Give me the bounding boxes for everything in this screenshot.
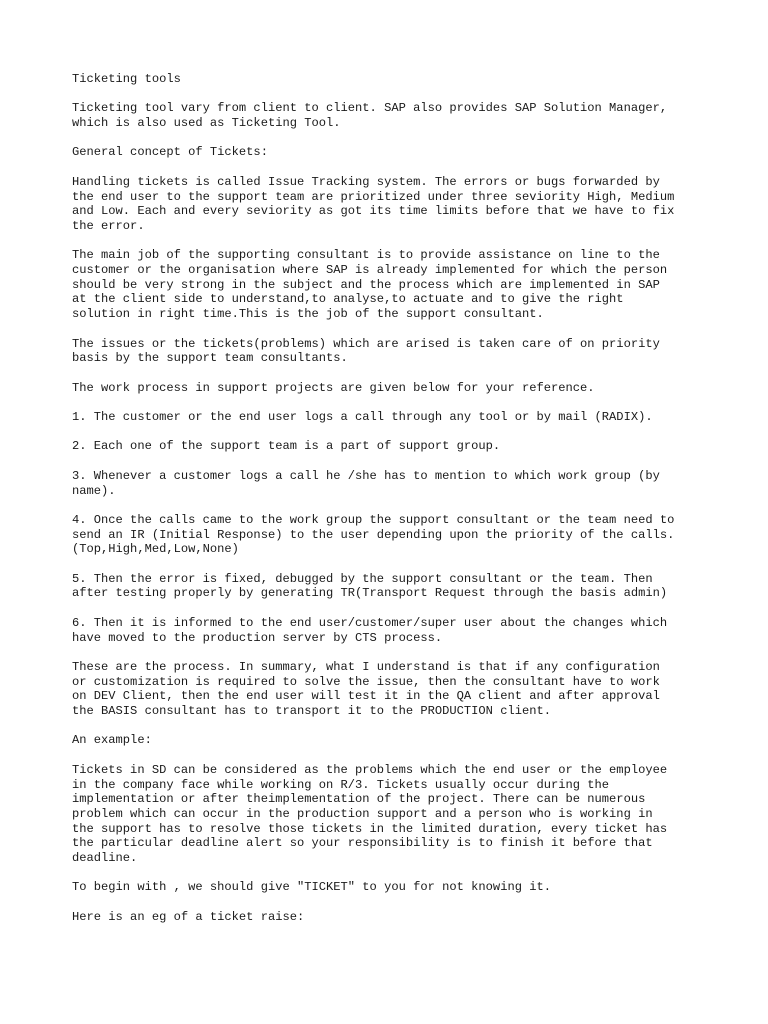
- paragraph-support-consultant-job: The main job of the supporting consultant is to provide assistance on line to the customer or the organisation where SAP is already implemented for which the person should be very strong in the subject and the process which are implemented in SAP at the client side to understand,to analyse,to actuate and to give the right solution in right time.This is the job of the support consultant.: [72, 248, 668, 322]
- paragraph-ticket-raise-example: Here is an eg of a ticket raise:: [72, 909, 305, 924]
- list-item-step-1: 1. The customer or the end user logs a call through any tool or by mail (RADIX).: [72, 410, 653, 425]
- list-item-step-2: 2. Each one of the support team is a part of support group.: [72, 439, 501, 454]
- paragraph-summary: These are the process. In summary, what I understand is that if any configuration or customization is required to solve the issue, then the consultant have to work on DEV Client, then the end user will test it in the QA client and after approval the BASIS consultant has to transport it to the PRODUCTION client.: [72, 659, 660, 719]
- paragraph-priority-basis: The issues or the tickets(problems) which are arised is taken care of on priority basis by the support team consultants.: [72, 336, 660, 366]
- section-heading-general-concept: General concept of Tickets:: [72, 145, 268, 160]
- paragraph-issue-tracking: Handling tickets is called Issue Tracking system. The errors or bugs forwarded by the end user to the support team are prioritized under three seviority High, Medium and Low. Each and every seviority as got its time limits before that we have to fix the error.: [72, 174, 675, 233]
- paragraph-begin-with: To begin with , we should give "TICKET" to you for not knowing it.: [72, 880, 551, 895]
- document-page: [72, 72, 712, 939]
- paragraph-work-process-intro: The work process in support projects are given below for your reference.: [72, 380, 595, 395]
- document-title: Ticketing tools: [72, 72, 181, 86]
- list-item-step-3: 3. Whenever a customer logs a call he /she has to mention to which work group (by name).: [72, 468, 660, 498]
- paragraph-tickets-in-sd: Tickets in SD can be considered as the problems which the end user or the employee in the company face while working on R/3. Tickets usually occur during the implementation or after theimplementation of the project. There can be numerous problem which can occur in the production support and a person who is working in the support has to resolve those tickets in the limited duration, every ticket has the particular deadline alert so your responsibility is to finish it before that deadline.: [72, 762, 668, 866]
- section-heading-example: An example:: [72, 733, 152, 748]
- list-item-step-4: 4. Once the calls came to the work group the support consultant or the team need to send an IR (Initial Response) to the user depending upon the priority of the calls. (Top,High,Med,Low,None): [72, 512, 675, 557]
- list-item-step-5: 5. Then the error is fixed, debugged by the support consultant or the team. Then after testing properly by generating TR(Transport Request through the basis admin): [72, 571, 668, 601]
- list-item-step-6: 6. Then it is informed to the end user/customer/super user about the changes which have moved to the production server by CTS process.: [72, 615, 668, 645]
- paragraph-intro: Ticketing tool vary from client to client. SAP also provides SAP Solution Manager, which is also used as Ticketing Tool.: [72, 101, 668, 131]
